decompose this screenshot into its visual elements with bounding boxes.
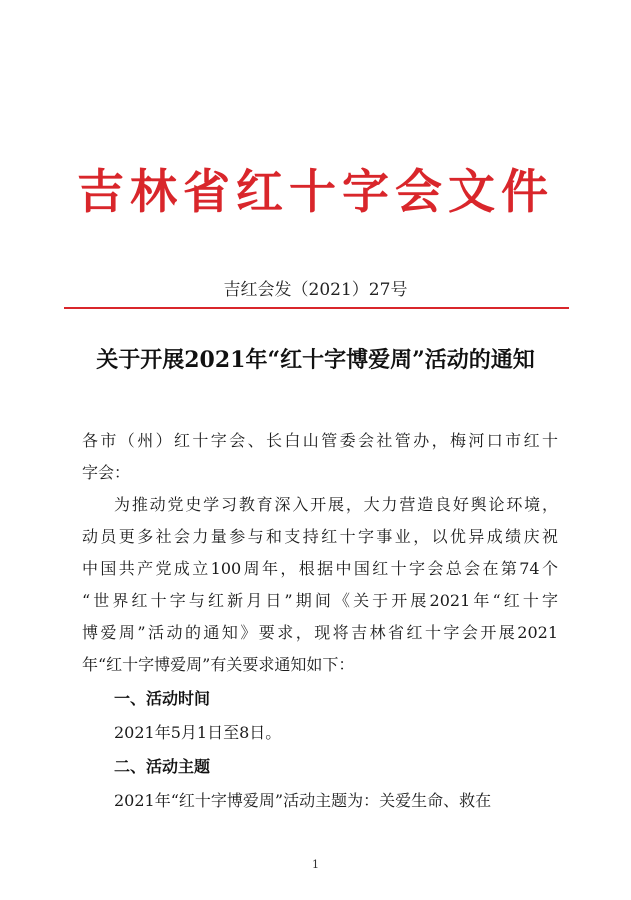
- notice-title: 关于开展2021年“红十字博爱周”活动的通知: [96, 347, 535, 373]
- section-text: 2021年“红十字博爱周”活动主题为：关爱生命、救在: [114, 791, 492, 810]
- page-number: 1: [312, 858, 319, 871]
- section-heading: 一、活动时间: [114, 689, 211, 708]
- document-body: [82, 425, 558, 817]
- intro-line: 博爱周”活动的通知》要求，现将吉林省红十字会开展2021: [82, 623, 558, 642]
- intro-line: “世界红十字与红新月日”期间《关于开展2021年“红十字: [82, 591, 558, 610]
- intro-line: 为推动党史学习教育深入开展，大力营造良好舆论环境，: [114, 495, 558, 514]
- document-number: 吉红会发（2021）27号: [223, 280, 408, 300]
- addressee-line: 各市（州）红十字会、长白山管委会社管办，梅河口市红十: [82, 431, 558, 450]
- document-header-title: 吉林省红十字会文件: [77, 165, 554, 220]
- section-heading: 二、活动主题: [114, 757, 211, 776]
- red-divider-line: [64, 307, 569, 309]
- section-text: 2021年5月1日至8日。: [114, 723, 282, 742]
- intro-line: 年“红十字博爱周”有关要求通知如下：: [82, 655, 355, 674]
- addressee-line: 字会：: [82, 463, 131, 482]
- intro-line: 中国共产党成立100周年，根据中国红十字会总会在第74个: [82, 559, 558, 578]
- intro-line: 动员更多社会力量参与和支持红十字事业，以优异成绩庆祝: [82, 527, 558, 546]
